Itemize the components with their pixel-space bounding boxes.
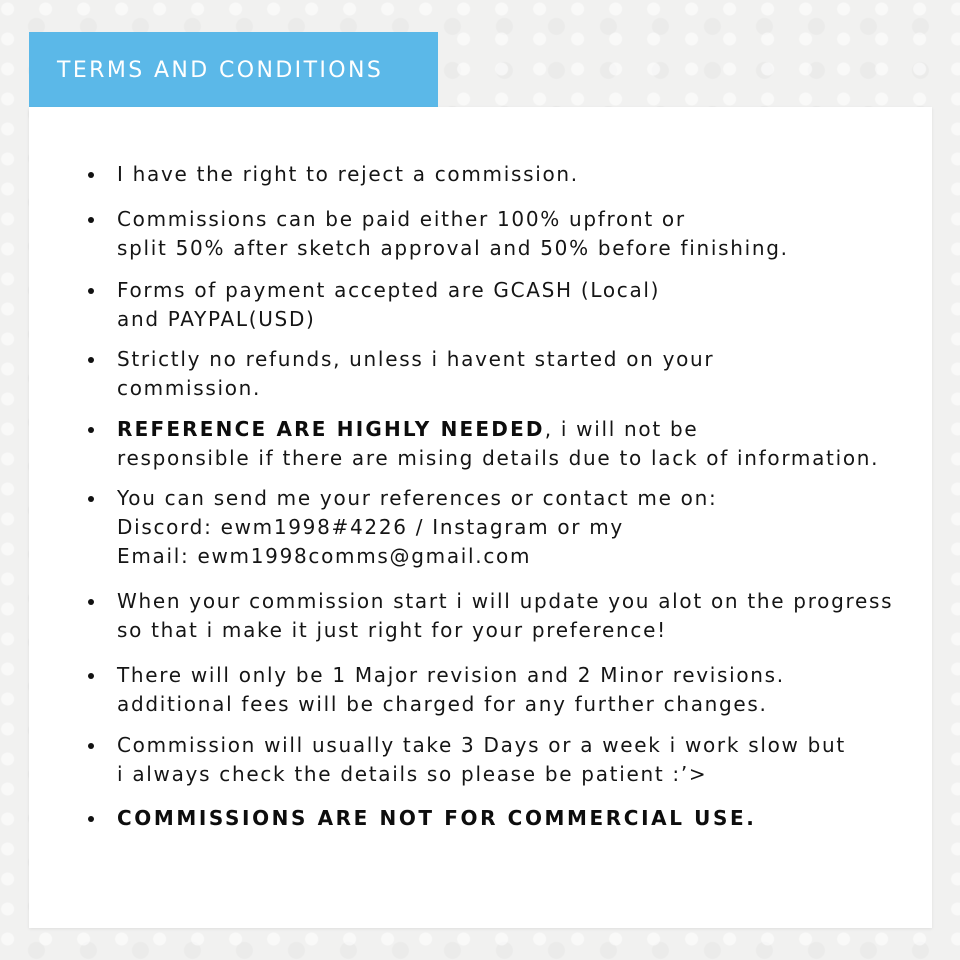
bullet-icon — [88, 816, 94, 822]
bullet-icon — [88, 599, 94, 605]
term-line: responsible if there are mising details due to lack of information. — [117, 446, 880, 470]
bullet-icon — [88, 172, 94, 178]
term-line: so that i make it just right for your preference! — [117, 618, 667, 642]
term-line: commission. — [117, 376, 262, 400]
bullet-icon — [88, 673, 94, 679]
bullet-icon — [88, 496, 94, 502]
term-line: COMMISSIONS ARE NOT FOR COMMERCIAL USE. — [117, 806, 757, 830]
term-line: Commissions can be paid either 100% upfront or — [117, 207, 686, 231]
bullet-icon — [88, 743, 94, 749]
term-line — [117, 415, 698, 443]
terms-header-title: TERMS AND CONDITIONS — [57, 58, 384, 83]
bullet-icon — [88, 357, 94, 363]
bullet-icon — [88, 288, 94, 294]
term-line: and PAYPAL(USD) — [117, 307, 316, 331]
terms-header-tab — [29, 32, 438, 107]
bullet-icon — [88, 217, 94, 223]
term-line: I have the right to reject a commission. — [117, 162, 579, 186]
term-line-rest: , i will not be — [544, 417, 699, 441]
term-emphasis: REFERENCE ARE HIGHLY NEEDED — [117, 417, 545, 441]
term-line: i always check the details so please be patient :’> — [117, 762, 708, 786]
term-line: Commission will usually take 3 Days or a week i work slow but — [117, 733, 846, 757]
term-line: When your commission start i will update you alot on the progress — [117, 589, 894, 613]
term-line: There will only be 1 Major revision and 2 Minor revisions. — [117, 663, 785, 687]
term-line: Strictly no refunds, unless i havent started on your — [117, 347, 715, 371]
term-line-email: Email: ewm1998comms@gmail.com — [117, 544, 532, 568]
term-line: split 50% after sketch approval and 50% before finishing. — [117, 236, 789, 260]
term-line-discord: Discord: ewm1998#4226 / Instagram or my — [117, 515, 624, 539]
term-line: You can send me your references or contact me on: — [117, 486, 718, 510]
term-line: Forms of payment accepted are GCASH (Local) — [117, 278, 661, 302]
bullet-icon — [88, 427, 94, 433]
term-line: additional fees will be charged for any further changes. — [117, 692, 768, 716]
